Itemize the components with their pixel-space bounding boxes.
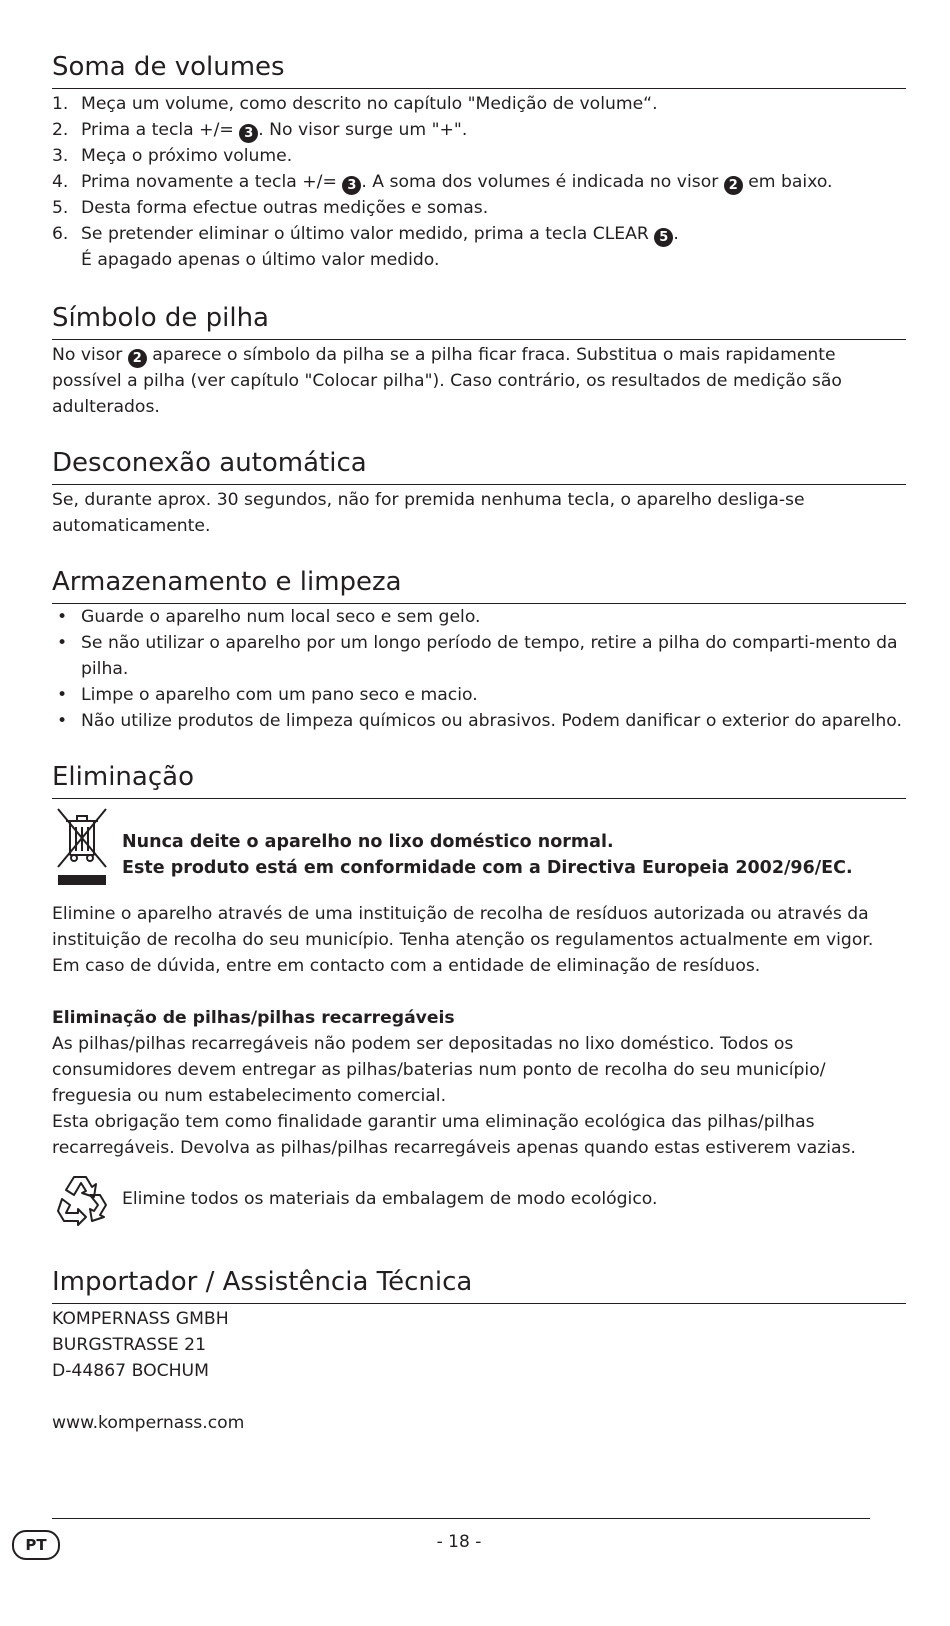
step-item: 1. Meça um volume, como descrito no capítulo "Medição de volume“. bbox=[52, 94, 658, 114]
paragraph: Esta obrigação tem como finalidade garantir uma eliminação ecológica das pilhas/pilhas recarregáveis. Devolva as pilhas/pilhas recarregáveis apenas quando estas estiverem vazias. bbox=[52, 1112, 857, 1158]
company-name: KOMPERNASS GMBH bbox=[52, 1309, 229, 1329]
footer-divider bbox=[52, 1518, 870, 1519]
section-importador bbox=[52, 1265, 906, 1436]
list-item: • Limpe o aparelho com um pano seco e macio. bbox=[57, 685, 478, 705]
paragraph: Elimine o aparelho através de uma instituição de recolha de resíduos autorizada ou através da instituição de recolha do seu município. Tenha atenção os regulamentos actualmente em vigor. Em caso de dúvida, entre em contacto com a entidade de eliminação de resíduos. bbox=[52, 904, 874, 976]
display-number-badge: 2 bbox=[724, 176, 743, 195]
section-soma-volumes bbox=[52, 50, 906, 273]
language-badge: PT bbox=[12, 1530, 60, 1560]
section-title: Símbolo de pilha bbox=[52, 301, 906, 340]
section-title: Eliminação bbox=[52, 760, 906, 799]
step-item: 3. Meça o próximo volume. bbox=[52, 146, 293, 166]
manual-page bbox=[52, 50, 906, 1436]
display-number-badge: 2 bbox=[128, 349, 147, 368]
city-address: D-44867 BOCHUM bbox=[52, 1361, 209, 1381]
section-simbolo-pilha bbox=[52, 301, 906, 420]
weee-notice bbox=[52, 805, 906, 889]
website-link[interactable]: www.kompernass.com bbox=[52, 1413, 245, 1433]
key-number-badge: 5 bbox=[654, 228, 673, 247]
key-number-badge: 3 bbox=[239, 124, 258, 143]
list-item: • Guarde o aparelho num local seco e sem gelo. bbox=[57, 607, 481, 627]
sub-heading: Eliminação de pilhas/pilhas recarregáveis bbox=[52, 1008, 455, 1028]
bullet-list bbox=[52, 604, 906, 734]
section-desconexao bbox=[52, 446, 906, 539]
section-title: Soma de volumes bbox=[52, 50, 906, 89]
paragraph: No visor 2 aparece o símbolo da pilha se a pilha ficar fraca. Substitua o mais rapidamente possível a pilha (ver capítulo "Colocar pilha"). Caso contrário, os resultados de medição são adulterados. bbox=[52, 345, 842, 417]
key-number-badge: 3 bbox=[342, 176, 361, 195]
paragraph: Se, durante aprox. 30 segundos, não for premida nenhuma tecla, o aparelho desliga-se automaticamente. bbox=[52, 490, 805, 536]
street-address: BURGSTRASSE 21 bbox=[52, 1335, 207, 1355]
list-item: • Não utilize produtos de limpeza químicos ou abrasivos. Podem danificar o exterior do aparelho. bbox=[57, 711, 902, 731]
section-eliminacao bbox=[52, 760, 906, 1229]
recycle-icon bbox=[52, 1169, 112, 1229]
step-item: 4. Prima novamente a tecla +/= 3 . A soma dos volumes é indicada no visor 2 em baixo. bbox=[52, 172, 833, 193]
recycle-notice bbox=[52, 1169, 906, 1229]
section-title: Desconexão automática bbox=[52, 446, 906, 485]
weee-text: Nunca deite o aparelho no lixo doméstico normal. Este produto está em conformidade com a Directiva Europeia 2002/96/EC. bbox=[122, 832, 853, 878]
page-number: - 18 - bbox=[436, 1532, 482, 1552]
step-item: 6. Se pretender eliminar o último valor medido, prima a tecla CLEAR 5 . É apagado apenas o último valor medido. bbox=[52, 224, 679, 270]
recycle-text: Elimine todos os materiais da embalagem de modo ecológico. bbox=[122, 1189, 658, 1209]
list-item: • Se não utilizar o aparelho por um longo período de tempo, retire a pilha do comparti-mento da pilha. bbox=[57, 633, 898, 679]
step-item: 5. Desta forma efectue outras medições e somas. bbox=[52, 198, 489, 218]
section-title: Armazenamento e limpeza bbox=[52, 565, 906, 604]
section-title: Importador / Assistência Técnica bbox=[52, 1265, 906, 1304]
paragraph: As pilhas/pilhas recarregáveis não podem ser depositadas no lixo doméstico. Todos os consumidores devem entregar as pilhas/baterias num ponto de recolha do seu município/ freguesia ou num estabelecimento comercial. bbox=[52, 1034, 826, 1106]
crossed-bin-icon bbox=[52, 805, 112, 889]
section-armazenamento bbox=[52, 565, 906, 734]
step-item: 2. Prima a tecla +/= 3 . No visor surge um "+". bbox=[52, 120, 468, 141]
steps-list bbox=[52, 91, 906, 273]
